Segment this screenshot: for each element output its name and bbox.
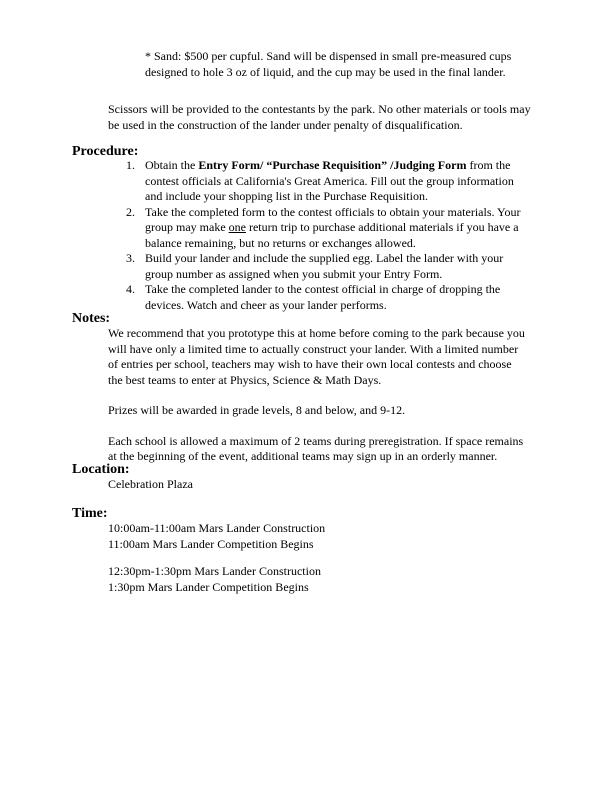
notes-heading: Notes: — [72, 311, 111, 326]
step-number: 3. — [126, 251, 135, 265]
step-number: 4. — [126, 282, 135, 296]
entry-form-title: Entry Form/ “Purchase Requisition” /Judging Form — [198, 158, 467, 172]
time-heading: Time: — [72, 506, 108, 521]
step-text: Build your lander and include the supplied egg. Label the lander with your group number as assigned when you submit your Entry Form. — [145, 251, 504, 281]
schedule-line: 11:00am Mars Lander Competition Begins — [108, 536, 314, 551]
notes-paragraph: We recommend that you prototype this at home before coming to the park because you will have only a limited time to actually construct your lander. With a limited number of entries per school, teachers may wish to have their own local contests and choose the best teams to enter at Physics, Science & Math Days. — [108, 326, 525, 387]
notes-paragraph: Each school is allowed a maximum of 2 teams during preregistration. If space remains at the beginning of the event, additional teams may sign up in an orderly manner. — [108, 433, 524, 463]
procedure-heading: Procedure: — [72, 144, 139, 159]
procedure-steps — [108, 158, 528, 313]
schedule-line: 10:00am-11:00am Mars Lander Construction — [108, 521, 326, 535]
step-text: Take the completed lander to the contest official in charge of dropping the devices. Watch and cheer as your lander performs. — [145, 282, 501, 312]
step-number: 1. — [126, 158, 135, 172]
schedule-line: 1:30pm Mars Lander Competition Begins — [108, 579, 309, 594]
procedure-step — [108, 205, 528, 252]
step-text: return trip to purchase additional materials if you have a balance remaining, but no returns or exchanges allowed. — [145, 220, 519, 250]
location-heading: Location: — [72, 462, 130, 477]
step-text: Obtain the — [145, 158, 199, 172]
procedure-step — [108, 282, 528, 313]
schedule — [108, 521, 528, 595]
procedure-step — [108, 251, 528, 282]
step-text: Take the completed form to the contest officials to obtain your materials. Your group may make — [145, 204, 521, 234]
scissors-note: Scissors will be provided to the contestants by the park. No other materials or tools may be used in the construction of the lander under penalty of disqualification. — [108, 102, 531, 132]
step-number: 2. — [126, 204, 135, 219]
procedure-step — [108, 158, 528, 205]
sand-note: * Sand: $500 per cupful. Sand will be dispensed in small pre-measured cups designed to hole 3 oz of liquid, and the cup may be used in the final lander. — [145, 49, 512, 79]
emphasized-word: one — [228, 220, 246, 234]
schedule-line: 12:30pm-1:30pm Mars Lander Construction — [108, 564, 321, 578]
location-value: Celebration Plaza — [108, 477, 193, 491]
notes-paragraph: Prizes will be awarded in grade levels, 8 and below, and 9-12. — [108, 403, 406, 417]
step-text: from the contest officials at California's Great America. Fill out the group information and include your shopping list in the Purchase Requisition. — [145, 158, 514, 203]
notes-section — [108, 326, 528, 480]
